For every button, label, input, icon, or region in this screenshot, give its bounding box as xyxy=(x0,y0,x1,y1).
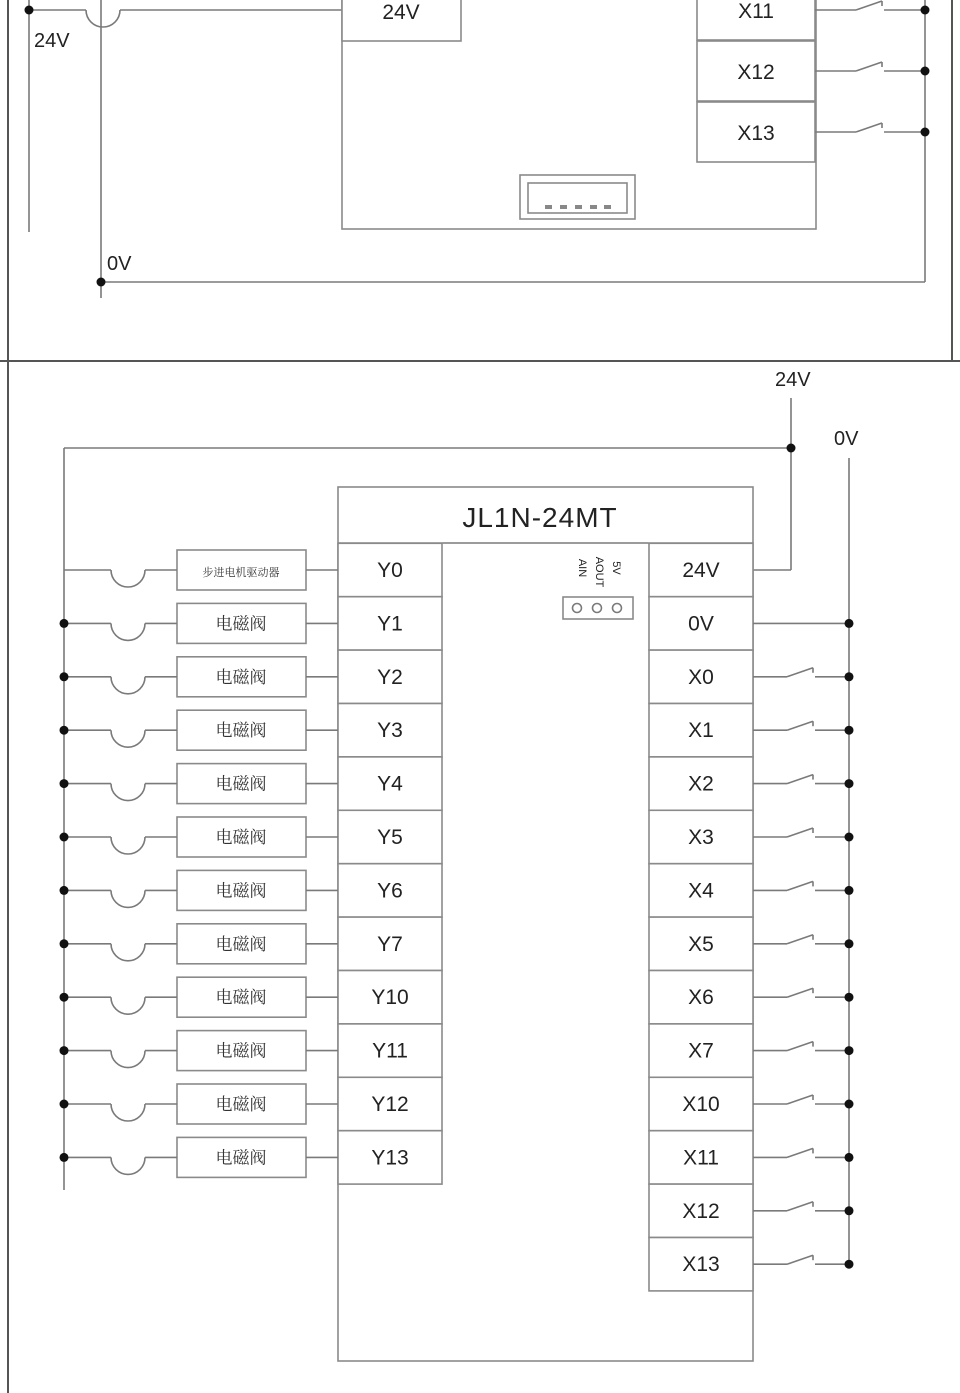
top-input-junction-dot xyxy=(921,6,930,15)
output-label-y11: Y11 xyxy=(372,1039,408,1063)
input-switch-x6 xyxy=(753,988,849,997)
input-label-x7: X7 xyxy=(688,1039,714,1063)
output-load-label-y7: 电磁阀 xyxy=(215,934,267,955)
input-label-x13: X13 xyxy=(682,1253,720,1277)
input-label-x4: X4 xyxy=(688,879,714,903)
input-switch-x12 xyxy=(753,1202,849,1211)
input-label-x12: X12 xyxy=(682,1199,720,1223)
output-load-label-y1: 电磁阀 xyxy=(215,614,267,635)
output-label-y7: Y7 xyxy=(377,932,403,956)
output-label-y1: Y1 xyxy=(377,612,403,636)
output-junction-dot-y13 xyxy=(60,1153,69,1162)
input-switch-x10 xyxy=(753,1095,849,1104)
output-label-y3: Y3 xyxy=(377,719,403,743)
output-load-label-y4: 电磁阀 xyxy=(215,774,267,795)
output-junction-dot-y6 xyxy=(60,886,69,895)
top-connector-icon xyxy=(520,175,635,219)
top-input-label-x13: X13 xyxy=(737,122,775,145)
input-junction-dot-x12 xyxy=(845,1206,854,1215)
bottom-24v-junction-dot xyxy=(787,444,796,453)
output-junction-dot-y10 xyxy=(60,993,69,1002)
output-load-label-y3: 电磁阀 xyxy=(215,721,267,742)
output-label-y4: Y4 xyxy=(377,772,403,796)
output-label-y0: Y0 xyxy=(377,559,403,582)
output-label-y5: Y5 xyxy=(377,826,403,849)
analog-port-ain-label: AIN xyxy=(576,558,588,578)
output-junction-dot-y7 xyxy=(60,939,69,948)
output-load-label-y13: 电磁阀 xyxy=(215,1148,267,1169)
input-junction-dot-x13 xyxy=(845,1260,854,1269)
output-load-label-y11: 电磁阀 xyxy=(215,1041,267,1062)
top-input-junction-dot xyxy=(921,67,930,76)
input-label-x1: X1 xyxy=(688,719,714,743)
input-junction-dot-x1 xyxy=(845,726,854,735)
output-junction-dot-y12 xyxy=(60,1100,69,1109)
input-switch-x13 xyxy=(753,1255,849,1264)
input-junction-dot-x0 xyxy=(845,672,854,681)
output-load-label-y6: 电磁阀 xyxy=(215,881,267,902)
input-switch-x5 xyxy=(753,935,849,944)
output-junction-dot-y1 xyxy=(60,619,69,628)
output-load-label-y5: 电磁阀 xyxy=(215,828,267,848)
input-switch-x1 xyxy=(753,721,849,730)
output-label-y2: Y2 xyxy=(377,665,403,689)
output-junction-dot-y4 xyxy=(60,779,69,788)
top-input-label-x11: X11 xyxy=(738,0,774,23)
bottom-24v-rail-label: 24V xyxy=(775,369,811,391)
top-0v-junction-dot xyxy=(97,278,106,287)
input-junction-dot-x2 xyxy=(845,779,854,788)
input-switch-x0 xyxy=(753,668,849,677)
output-junction-dot-y5 xyxy=(60,833,69,842)
power-label-0v: 0V xyxy=(688,612,714,636)
top-input-label-x12: X12 xyxy=(737,61,775,84)
top-input-junction-dot xyxy=(921,128,930,137)
output-load-label-y0: 步进电机驱动器 xyxy=(202,566,280,579)
top-input-switch-x13 xyxy=(815,123,925,132)
input-label-x0: X0 xyxy=(688,665,714,689)
input-switch-x3 xyxy=(753,828,849,837)
output-junction-dot-y3 xyxy=(60,726,69,735)
input-label-x11: X11 xyxy=(683,1146,719,1170)
output-junction-dot-y11 xyxy=(60,1046,69,1055)
power-label-24v: 24V xyxy=(682,559,720,582)
top-24v-rail-label: 24V xyxy=(34,30,70,52)
input-junction-dot-x5 xyxy=(845,939,854,948)
output-label-y6: Y6 xyxy=(377,879,403,903)
bottom-wiring-section xyxy=(8,361,859,1393)
analog-port-aout-label: AOUT xyxy=(593,556,605,588)
output-load-label-y10: 电磁阀 xyxy=(215,988,267,1009)
output-label-y10: Y10 xyxy=(371,986,409,1010)
top-input-switch-x11 xyxy=(815,1,925,10)
input-switch-x4 xyxy=(753,881,849,890)
input-switch-x2 xyxy=(753,775,849,784)
output-load-label-y2: 电磁阀 xyxy=(215,667,267,688)
input-label-x3: X3 xyxy=(688,826,714,849)
input-junction-dot-x3 xyxy=(845,833,854,842)
input-junction-dot-x4 xyxy=(845,886,854,895)
input-label-x10: X10 xyxy=(682,1093,720,1116)
top-input-switch-x12 xyxy=(815,62,925,71)
input-label-x5: X5 xyxy=(688,932,714,956)
analog-port-5v-label: 5V xyxy=(610,561,622,575)
output-junction-dot-y2 xyxy=(60,672,69,681)
input-junction-dot-x7 xyxy=(845,1046,854,1055)
bottom-0v-rail-label: 0V xyxy=(834,428,859,450)
input-switch-x7 xyxy=(753,1042,849,1051)
input-junction-dot-x11 xyxy=(845,1153,854,1162)
output-load-label-y12: 电磁阀 xyxy=(215,1095,267,1115)
top-24v-terminal-label: 24V xyxy=(382,1,420,24)
input-label-x2: X2 xyxy=(688,772,714,796)
output-label-y12: Y12 xyxy=(371,1093,409,1116)
top-24v-junction-dot xyxy=(25,6,34,15)
input-junction-dot-x10 xyxy=(845,1100,854,1109)
input-label-x6: X6 xyxy=(688,986,714,1010)
plc-model-title: JL1N-24MT xyxy=(462,502,618,533)
input-junction-dot-x6 xyxy=(845,993,854,1002)
top-0v-rail-label: 0V xyxy=(107,253,132,275)
input-switch-x11 xyxy=(753,1148,849,1157)
output-label-y13: Y13 xyxy=(371,1146,409,1170)
top-wiring-section xyxy=(0,0,960,361)
bottom-0v-junction-dot xyxy=(845,619,854,628)
